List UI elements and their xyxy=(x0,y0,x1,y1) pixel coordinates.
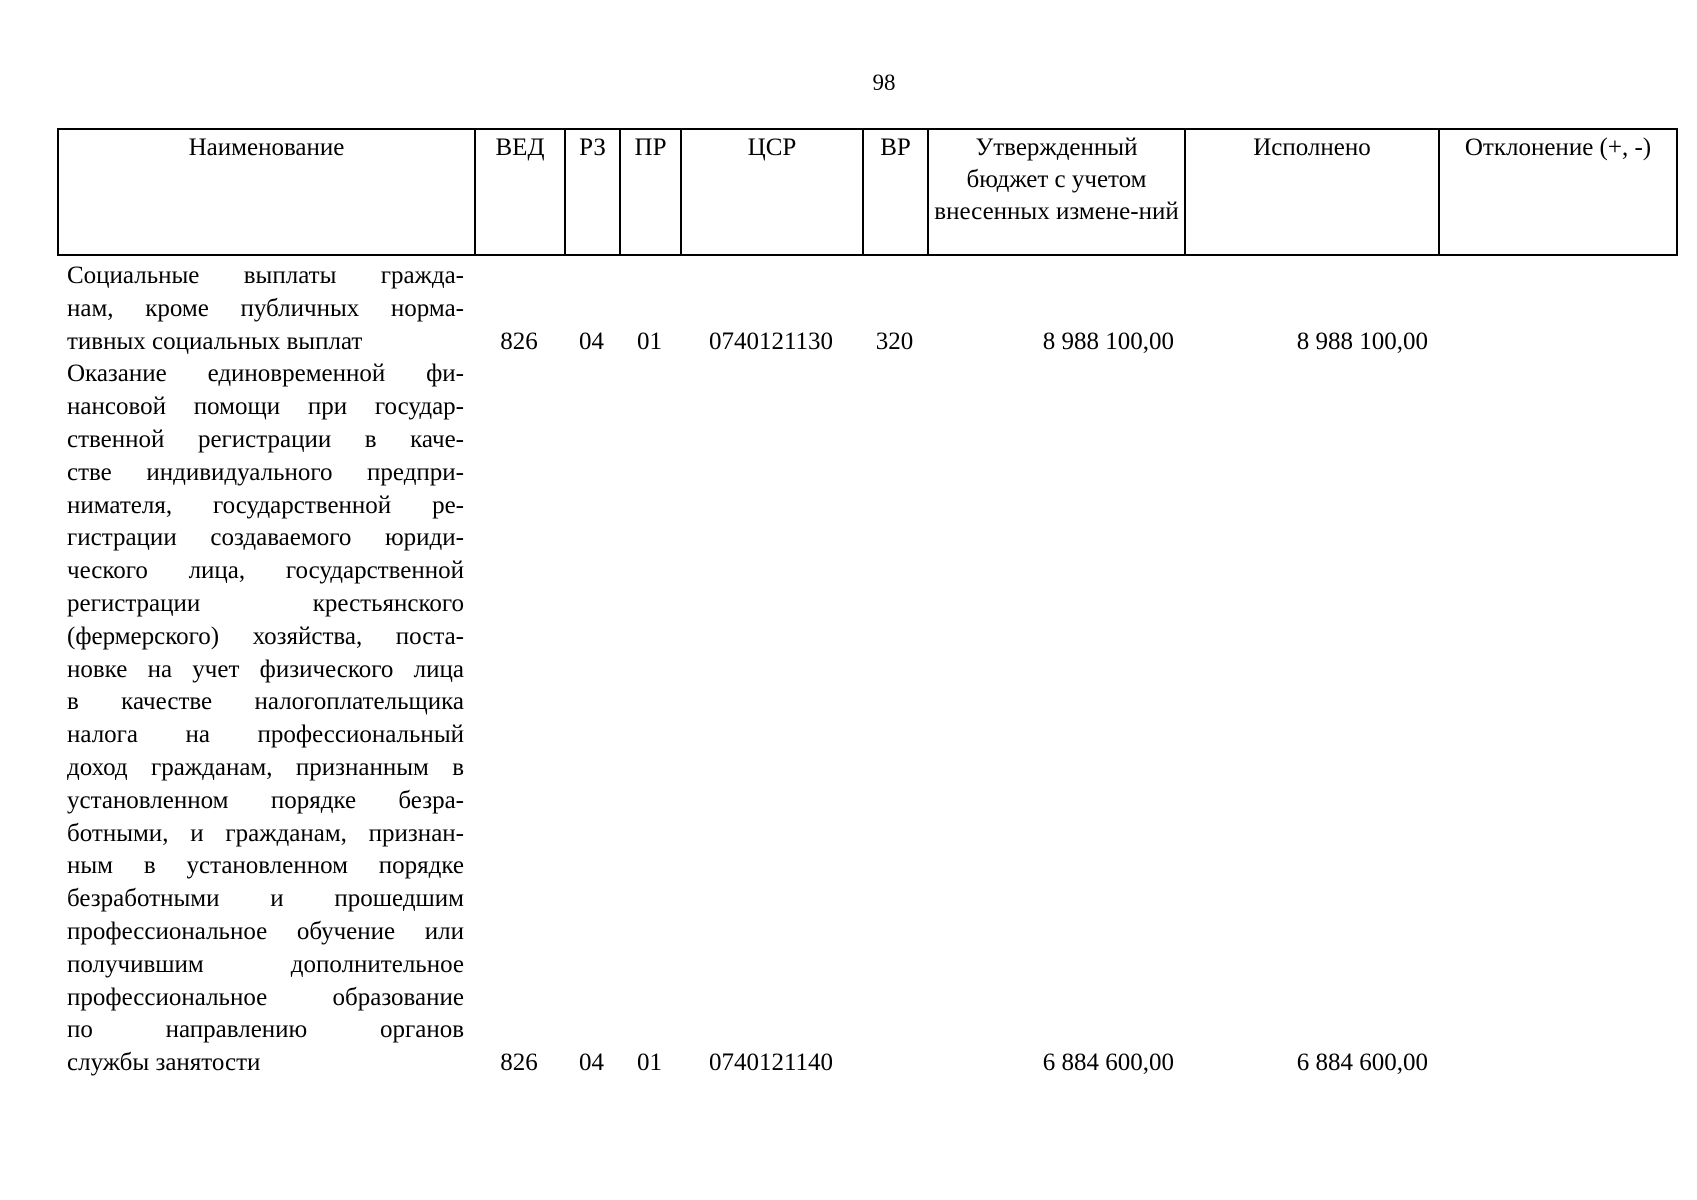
row-name-line: гистрации создаваемого юриди- xyxy=(67,524,464,552)
header-vr: ВР xyxy=(863,129,928,255)
row-name-line: налога на профессиональный xyxy=(67,721,464,749)
row-rz: 04 xyxy=(579,1049,604,1077)
row-name-line: профессиональное обучение или xyxy=(67,917,464,945)
row-deviation xyxy=(1438,358,1676,1080)
row-name-line: стве индивидуального предпри- xyxy=(67,458,464,486)
row-deviation xyxy=(1438,260,1676,358)
row-name-line: нимателя, государственной ре- xyxy=(67,491,464,519)
row-name-line: в качестве налогоплательщика xyxy=(67,688,464,716)
row-name-line: тивных социальных выплат xyxy=(67,327,363,355)
row-name-line: ственной регистрации в каче- xyxy=(67,425,464,453)
row-vr xyxy=(862,358,927,1080)
page-number: 98 xyxy=(872,70,896,95)
row-name xyxy=(57,358,474,1080)
row-name-line: профессиональное образование xyxy=(67,983,464,1011)
row-name-line: установленном порядке безра- xyxy=(67,786,464,814)
table-row xyxy=(57,358,1676,1080)
row-name-line: доход гражданам, признанным в xyxy=(67,753,464,781)
row-name-line: службы занятости xyxy=(67,1049,261,1077)
row-executed: 6 884 600,00 xyxy=(1296,1049,1428,1077)
row-pr: 01 xyxy=(637,1049,662,1077)
header-name: Наименование xyxy=(58,129,475,255)
row-approved: 8 988 100,00 xyxy=(1042,327,1174,355)
row-name-line: нам, кроме публичных норма- xyxy=(67,294,464,322)
header-approved: Утвержденный бюджет с учетом внесенных измене-ний xyxy=(928,129,1185,255)
table-header xyxy=(57,128,1678,256)
row-name-line: регистрации крестьянского xyxy=(67,589,464,617)
row-name-line: ботными, и гражданам, признан- xyxy=(67,819,464,847)
row-name-line: ческого лица, государственной xyxy=(67,557,464,585)
row-name-line: безработными и прошедшим xyxy=(67,885,464,913)
table-body xyxy=(57,260,1676,1080)
header-rz: РЗ xyxy=(565,129,620,255)
row-name-line: (фермерского) хозяйства, поста- xyxy=(67,622,464,650)
row-name-line: нансовой помощи при государ- xyxy=(67,393,464,421)
row-executed: 8 988 100,00 xyxy=(1296,327,1428,355)
row-name-line: Социальные выплаты гражда- xyxy=(67,262,464,289)
row-name-line: ным в установленном порядке xyxy=(67,852,464,880)
row-pr: 01 xyxy=(637,327,662,355)
row-rz: 04 xyxy=(579,327,604,355)
row-name-line: получившим дополнительное xyxy=(67,950,464,978)
row-name-line: новке на учет физического лица xyxy=(67,655,464,683)
header-deviation: Отклонение (+, -) xyxy=(1439,129,1677,255)
row-csr: 0740121140 xyxy=(708,1049,834,1077)
row-name xyxy=(57,260,474,358)
row-ved: 826 xyxy=(500,1049,538,1077)
header-csr: ЦСР xyxy=(681,129,863,255)
row-ved: 826 xyxy=(500,327,538,355)
header-pr: ПР xyxy=(620,129,681,255)
header-ved: ВЕД xyxy=(475,129,565,255)
row-name-line: по направлению органов xyxy=(67,1016,464,1044)
row-vr: 320 xyxy=(875,327,914,355)
header-executed: Исполнено xyxy=(1185,129,1439,255)
row-csr: 0740121130 xyxy=(708,327,834,355)
row-name-line: Оказание единовременной фи- xyxy=(67,360,464,388)
table-row xyxy=(57,260,1676,358)
row-approved: 6 884 600,00 xyxy=(1042,1049,1174,1077)
